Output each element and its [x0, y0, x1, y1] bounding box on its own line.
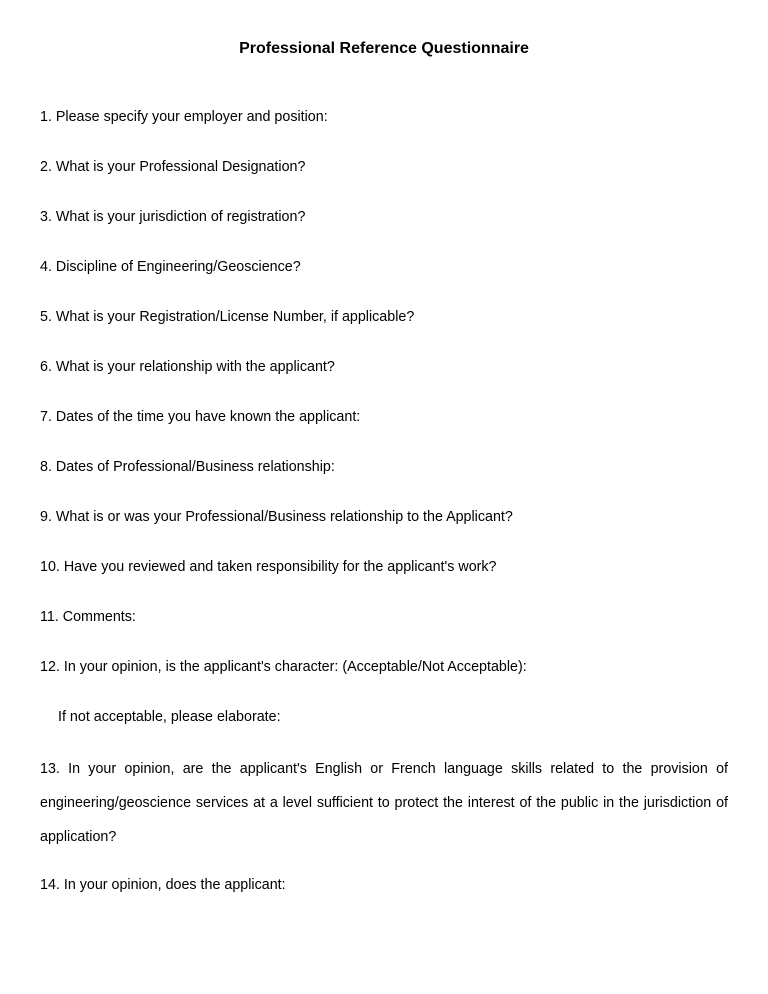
question-5: 5. What is your Registration/License Number, if applicable? — [40, 309, 415, 325]
question-6: 6. What is your relationship with the applicant? — [40, 359, 335, 375]
question-9: 9. What is or was your Professional/Business relationship to the Applicant? — [40, 509, 513, 525]
question-8: 8. Dates of Professional/Business relationship: — [40, 459, 335, 475]
question-12: 12. In your opinion, is the applicant's character: (Acceptable/Not Acceptable): — [40, 659, 527, 675]
question-12-followup: If not acceptable, please elaborate: — [58, 709, 281, 725]
question-14: 14. In your opinion, does the applicant: — [40, 877, 286, 893]
question-1: 1. Please specify your employer and position: — [40, 109, 328, 125]
question-10: 10. Have you reviewed and taken responsibility for the applicant's work? — [40, 559, 497, 575]
question-3: 3. What is your jurisdiction of registration? — [40, 209, 306, 225]
question-13: 13. In your opinion, are the applicant's English or French language skills related to the provision of engineering/geoscience services at a level sufficient to protect the interest of the public in the jurisdiction of application? — [40, 761, 728, 845]
question-7: 7. Dates of the time you have known the applicant: — [40, 409, 361, 425]
question-11: 11. Comments: — [40, 609, 136, 625]
page-title: Professional Reference Questionnaire — [239, 40, 529, 57]
question-2: 2. What is your Professional Designation? — [40, 159, 306, 175]
question-4: 4. Discipline of Engineering/Geoscience? — [40, 259, 301, 275]
